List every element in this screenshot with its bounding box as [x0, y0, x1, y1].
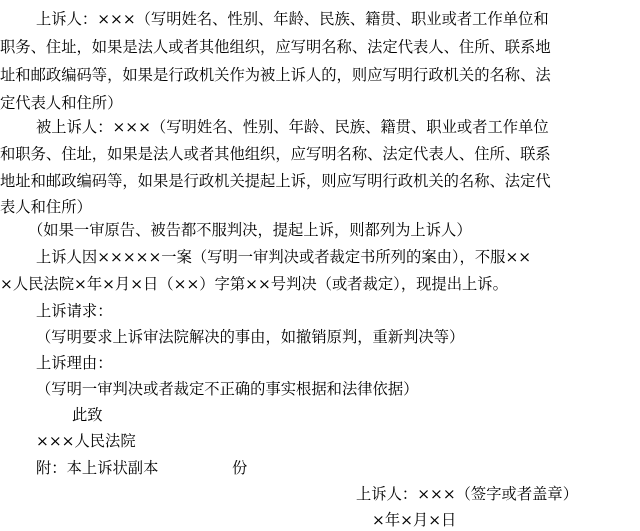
appellee-line-1: 被上诉人：×××（写明姓名、性别、年龄、民族、籍贯、职业或者工作单位 [36, 118, 549, 136]
appellant-line-1: 上诉人：×××（写明姓名、性别、年龄、民族、籍贯、职业或者工作单位和 [36, 10, 549, 28]
appellee-line-4: 表人和住所） [0, 198, 92, 216]
reasons-note: （写明一审判决或者裁定不正确的事实根据和法律依据） [36, 380, 419, 398]
appellant-line-3: 址和邮政编码等，如果是行政机关作为被上诉人的，则应写明行政机关的名称、法 [0, 66, 551, 84]
case-line-2: ×人民法院×年×月×日（××）字第××号判决（或者裁定），现提出上诉。 [0, 275, 508, 293]
claims-note: （写明要求上诉审法院解决的事由，如撤销原判，重新判决等） [36, 328, 465, 346]
attachment-label: 附：本上诉状副本 [36, 459, 159, 477]
appellee-line-2: 和职务、住址，如果是法人或者其他组织，应写明名称、法定代表人、住所、联系 [0, 145, 551, 163]
reasons-heading: 上诉理由： [36, 354, 113, 372]
appellant-line-2: 职务、住址，如果是法人或者其他组织，应写明名称、法定代表人、住所、联系地 [0, 38, 551, 56]
court-name: ×××人民法院 [36, 432, 136, 450]
both-appeal-note: （如果一审原告、被告都不服判决，提起上诉，则都列为上诉人） [28, 221, 472, 239]
salutation: 此致 [72, 406, 103, 424]
appellee-line-3: 地址和邮政编码等，如果是行政机关提起上诉，则应写明行政机关的名称、法定代 [0, 172, 551, 190]
appellant-line-4: 定代表人和住所） [0, 94, 123, 112]
case-line-1: 上诉人因×××××一案（写明一审判决或者裁定书所列的案由），不服×× [36, 248, 532, 266]
attachment-unit: 份 [232, 459, 248, 477]
claims-heading: 上诉请求： [36, 302, 113, 320]
date: ×年×月×日 [372, 511, 457, 529]
signature: 上诉人：×××（签字或者盖章） [356, 485, 579, 503]
